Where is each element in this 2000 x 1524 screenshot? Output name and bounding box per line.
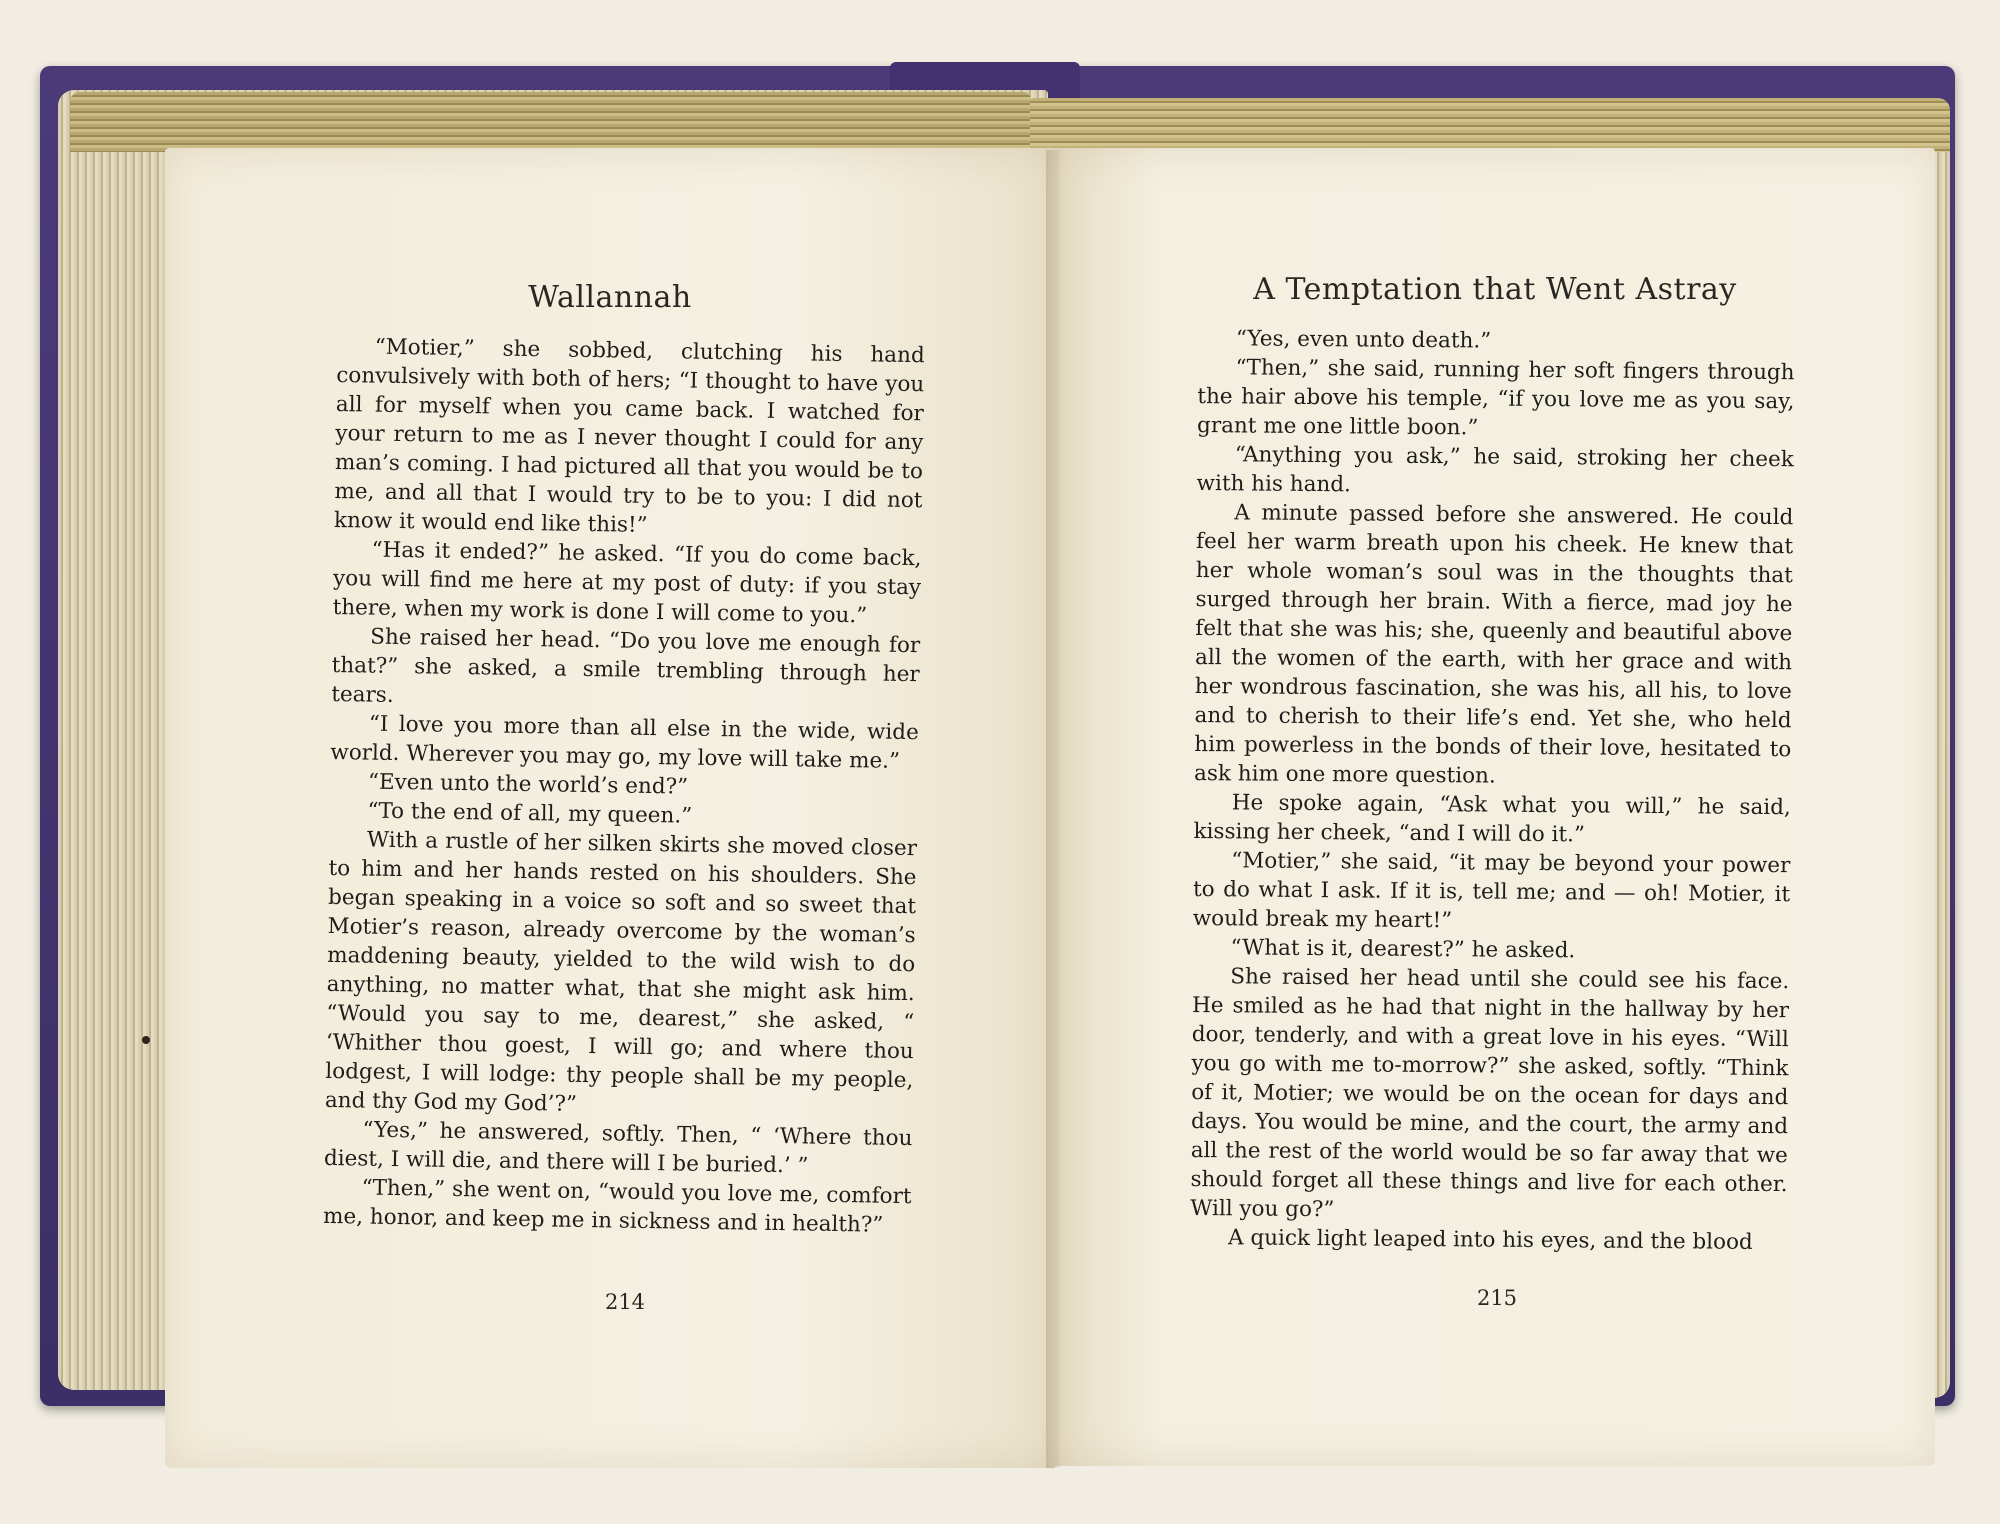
paragraph: “What is it, dearest?” he asked. (1230, 935, 1576, 964)
paragraph: “Even unto the world’s end?” (367, 769, 689, 800)
left-page-number: 214 (604, 1290, 646, 1314)
paragraph: “I love you more than all else in the wide, wide world. Wherever you may go, my love will take me.” (330, 711, 919, 774)
right-page-number: 215 (1476, 1286, 1518, 1310)
paragraph: “Motier,” she said, “it may be beyond your power to do what I ask. If it is, tell me; and — oh! Motier, it would break my heart!” (1192, 848, 1791, 934)
paragraph: “Then,” she said, running her soft fingers through the hair above his temple, “if you love me as you say, grant me one little boon.” (1197, 355, 1795, 441)
paragraph: She raised her head. “Do you love me enough for that?” she asked, a smile trembling through her tears. (331, 624, 921, 708)
right-page-text (1190, 324, 1795, 1257)
paragraph: “Anything you ask,” he said, stroking her cheek with his hand. (1196, 442, 1794, 498)
right-gilt-edge (1030, 98, 1950, 152)
paragraph: “Then,” she went on, “would you love me, comfort me, honor, and keep me in sickness and in health?” (322, 1175, 912, 1238)
right-page (1055, 148, 1935, 1466)
paragraph: “Motier,” she sobbed, clutching his hand convulsively with both of hers; “I thought to have you all for myself when you came back. I watched for your return to me as I never thought I could for any man’s coming. I had pictured all that you would be to me, and all that I would try to be to you: I did not know it would end like this!” (333, 334, 925, 538)
paragraph: “Has it ended?” he asked. “If you do come back, you will find me here at my post of duty: if you stay there, when my work is done I will come to you.” (332, 537, 922, 629)
paragraph: “Yes, even unto death.” (1235, 326, 1492, 354)
paragraph: “Yes,” he answered, softly. Then, “ ‘Where thou diest, I will die, and there will I be buried.’ ” (323, 1117, 913, 1179)
paragraph: He spoke again, “Ask what you will,” he said, kissing her cheek, “and I will do it.” (1193, 790, 1791, 848)
paragraph: With a rustle of her silken skirts she moved closer to him and her hands rested on his shoulders. She began speaking in a voice so soft and so sweet that Motier’s reason, already overcome by the woman’s maddening beauty, yielded to the wild wish to do anything, no matter what, that she might ask him. “Would you say to me, dearest,” she asked, “ ‘Whither thou goest, I will go; and where thou lodgest, I will lodge: thy people shall be my people, and thy God my God’?” (324, 827, 918, 1117)
left-page (165, 148, 1055, 1468)
right-running-head: A Temptation that Went Astray (1253, 272, 1737, 307)
book-gutter (1046, 150, 1060, 1468)
paragraph: A minute passed before she answered. He could feel her warm breath upon his cheek. He knew that her whole woman’s soul was in the thoughts that surged through her brain. With a fierce, mad joy he felt that she was his; she, queenly and beautiful above all the women of the earth, with her grace and with her wondrous fascination, she was his, all his, to love and to cherish to their life’s end. Yet she, who held him powerless in the bonds of their love, hesitated to ask him one more question. (1193, 500, 1794, 789)
left-running-head: Wallannah (528, 280, 692, 315)
left-gilt-edge (70, 92, 1030, 152)
ink-mark (142, 1036, 150, 1044)
paragraph: She raised her head until she could see his face. He smiled as he had that night in the hallway by her door, tenderly, and with a great love in his eyes. “Will you go with me to-morrow?” she asked, softly. “Think of it, Motier; we would be on the ocean for days and days. You would be mine, and the court, the army and all the rest of the world would be so far away that we should forget all these things and live for each other. Will you go?” (1190, 964, 1790, 1223)
paragraph: A quick light leaped into his eyes, and the blood (1227, 1225, 1753, 1255)
left-page-text (323, 332, 925, 1240)
paragraph: “To the end of all, my queen.” (367, 798, 693, 829)
